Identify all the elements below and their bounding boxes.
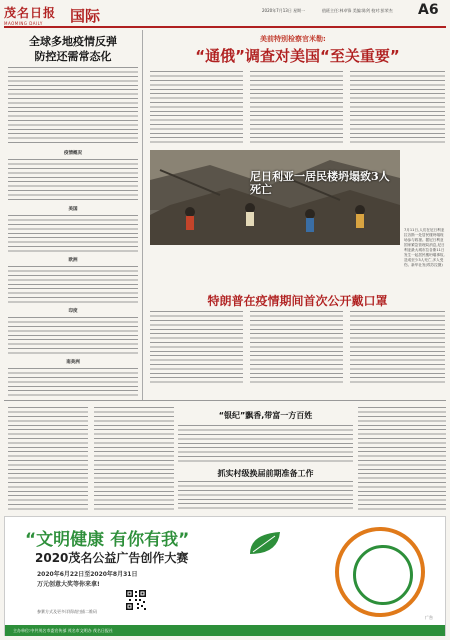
ad-headline: [25, 525, 189, 550]
page-number: A6: [418, 2, 439, 18]
ad-inner-ring-icon: [353, 545, 413, 605]
logo-pinyin: MAOMING DAILY: [4, 21, 43, 26]
photo-side-caption: 7月11日,人们在尼日利亚拉各斯一处居民楼坍塌现场参与救援。据尼日利亚国家紧急管理局消息,尼日利亚最大城市拉各斯11日发生一起居民楼坍塌事故,造成至少3人死亡,多人受伤。新华社发(埃苏拉摄): [404, 228, 445, 267]
advertisement: [4, 516, 446, 636]
ad-headline-part2: 有你有我”: [110, 530, 190, 550]
left-article-body-6: [8, 367, 138, 397]
bottom-article-2-body: [178, 480, 353, 512]
left-article-body-2: [8, 158, 138, 203]
ad-organizers: 主办单位:中共茂名市委宣传部 茂名市文明办 茂名日报社: [13, 628, 113, 633]
collapsed-building-image: [150, 150, 400, 245]
masthead-rule: [4, 26, 446, 28]
ad-headline-line2: 2020茂名公益广告创作大赛: [35, 551, 189, 565]
left-subhead-2: 美国: [68, 207, 78, 212]
left-article-title-line1: 全球多地疫情反弹: [29, 35, 117, 48]
photo-caption-title: 尼日利亚一居民楼坍塌致3人死亡: [250, 170, 390, 196]
main-article-body-col3: [350, 70, 445, 145]
bottom-article-1-title: “银纪”飘香,带富一方百姓: [218, 411, 313, 420]
editor-line: 值班主任:林卓锋 美编:陈剑 校对:彭荣杰: [322, 8, 393, 13]
masthead-logo: [4, 4, 64, 26]
left-article-title-line2: 防控还需常态化: [34, 50, 112, 63]
main-article-title: “通俄”调查对美国“至关重要”: [195, 47, 400, 65]
main-article-kicker: 美前特别检察官米勒:: [260, 35, 326, 43]
left-article-body-3: [8, 214, 138, 254]
main-article-body-col1: [150, 70, 243, 145]
news-photo: [150, 150, 400, 245]
trump-article-body-col3: [350, 310, 445, 385]
ad-dates: 2020年6月22日至2020年8月31日: [37, 571, 138, 578]
date-line: 2020年7月13日 星期一: [262, 8, 306, 13]
qr-code-icon: [125, 589, 147, 611]
ad-footer-bar: [5, 625, 445, 636]
logo-text: 茂名日报: [4, 6, 57, 20]
column-divider: [142, 30, 143, 400]
main-article-body-col2: [250, 70, 343, 145]
section-divider: [4, 400, 446, 401]
ad-decoration-circle: [335, 527, 425, 617]
left-article-body-5: [8, 316, 138, 356]
section-title: 国际: [70, 7, 101, 25]
ad-prize: 万元创意大奖等你来拿!: [37, 581, 100, 588]
ad-leaf-icon: [245, 529, 285, 559]
bottom-article-2-title: 抓实村级换届前期准备工作: [217, 469, 314, 478]
ad-subtext: 参赛方式及更多详情请扫描二维码: [37, 609, 97, 614]
ad-headline-part1: “文明健康: [25, 530, 105, 550]
trump-article-title: 特朗普在疫情期间首次公开戴口罩: [207, 294, 388, 308]
left-subhead-3: 欧洲: [68, 258, 78, 263]
left-article-body-4: [8, 265, 138, 305]
lower-body-col2: [94, 406, 174, 511]
left-subhead-4: 印度: [68, 309, 78, 314]
ad-badge: 广告: [425, 615, 433, 620]
right-lower-column: [358, 406, 446, 511]
left-subhead-1: 疫情概况: [64, 151, 82, 156]
bottom-article-1-body: [178, 424, 353, 464]
trump-article-body-col1: [150, 310, 243, 385]
trump-article-body-col2: [250, 310, 343, 385]
lower-body-col1: [8, 406, 88, 511]
left-subhead-5: 南美洲: [66, 360, 80, 365]
left-article-body-1: [8, 66, 138, 146]
